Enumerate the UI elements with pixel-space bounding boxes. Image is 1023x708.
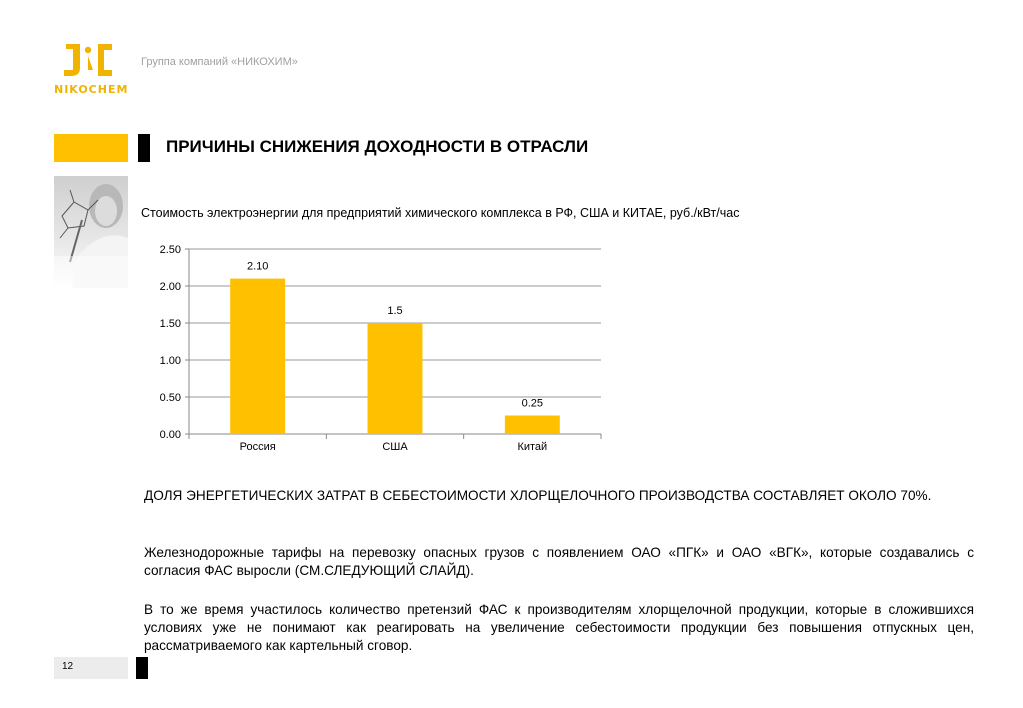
x-tick-label: Китай (517, 441, 548, 453)
bar-2 (368, 323, 423, 434)
bar-1 (230, 279, 285, 434)
scientist-photo (54, 176, 128, 288)
y-tick-label: 1.50 (159, 318, 181, 330)
title-marker (138, 134, 150, 162)
page-number: 12 (62, 661, 74, 672)
chart-title: Стоимость электроэнергии для предприятий химического комплекса в РФ, США и КИТАЕ, руб./кВт/час (141, 206, 740, 220)
logo-text: NIKOCHEM (54, 83, 129, 96)
company-group-name: Группа компаний «НИКОХИМ» (141, 56, 298, 68)
paragraph-energy-share: ДОЛЯ ЭНЕРГЕТИЧЕСКИХ ЗАТРАТ В СЕБЕСТОИМОСТИ ХЛОРЩЕЛОЧНОГО ПРОИЗВОДСТВА СОСТАВЛЯЕТ ОКОЛО 70%. (144, 488, 932, 503)
x-tick-label: США (382, 441, 408, 453)
data-label: 2.10 (246, 260, 269, 273)
bar-chart (140, 238, 610, 468)
data-label: 1.5 (387, 305, 403, 317)
accent-bar (54, 134, 128, 162)
paragraph-fas-claims: В то же время участилось количество претензий ФАС к производителям хлорщелочной продукции, которые в сложившихся условиях уже не понимают как реагировать на увеличение себестоимости продукции без повышения отпускных цен, рассматриваемого как картельный сговор. (144, 602, 974, 653)
y-tick-label: 2.50 (159, 244, 181, 256)
paragraph-rail-tariffs: Железнодорожные тарифы на перевозку опасных грузов с появлением ОАО «ПГК» и ОАО «ВГК», которые создавались с согласия ФАС выросли (СМ.СЛЕДУЮЩИЙ СЛАЙД). (144, 545, 974, 578)
y-tick-label: 0.50 (159, 392, 181, 404)
y-tick-label: 2.00 (159, 281, 181, 293)
x-tick-label: Россия (239, 441, 276, 453)
y-tick-label: 1.00 (159, 355, 181, 367)
data-label: 0.25 (521, 397, 544, 410)
footer-marker (136, 657, 148, 679)
bar-3 (505, 416, 560, 435)
y-tick-label: 0.00 (159, 429, 181, 441)
section-title: ПРИЧИНЫ СНИЖЕНИЯ ДОХОДНОСТИ В ОТРАСЛИ (166, 137, 589, 156)
